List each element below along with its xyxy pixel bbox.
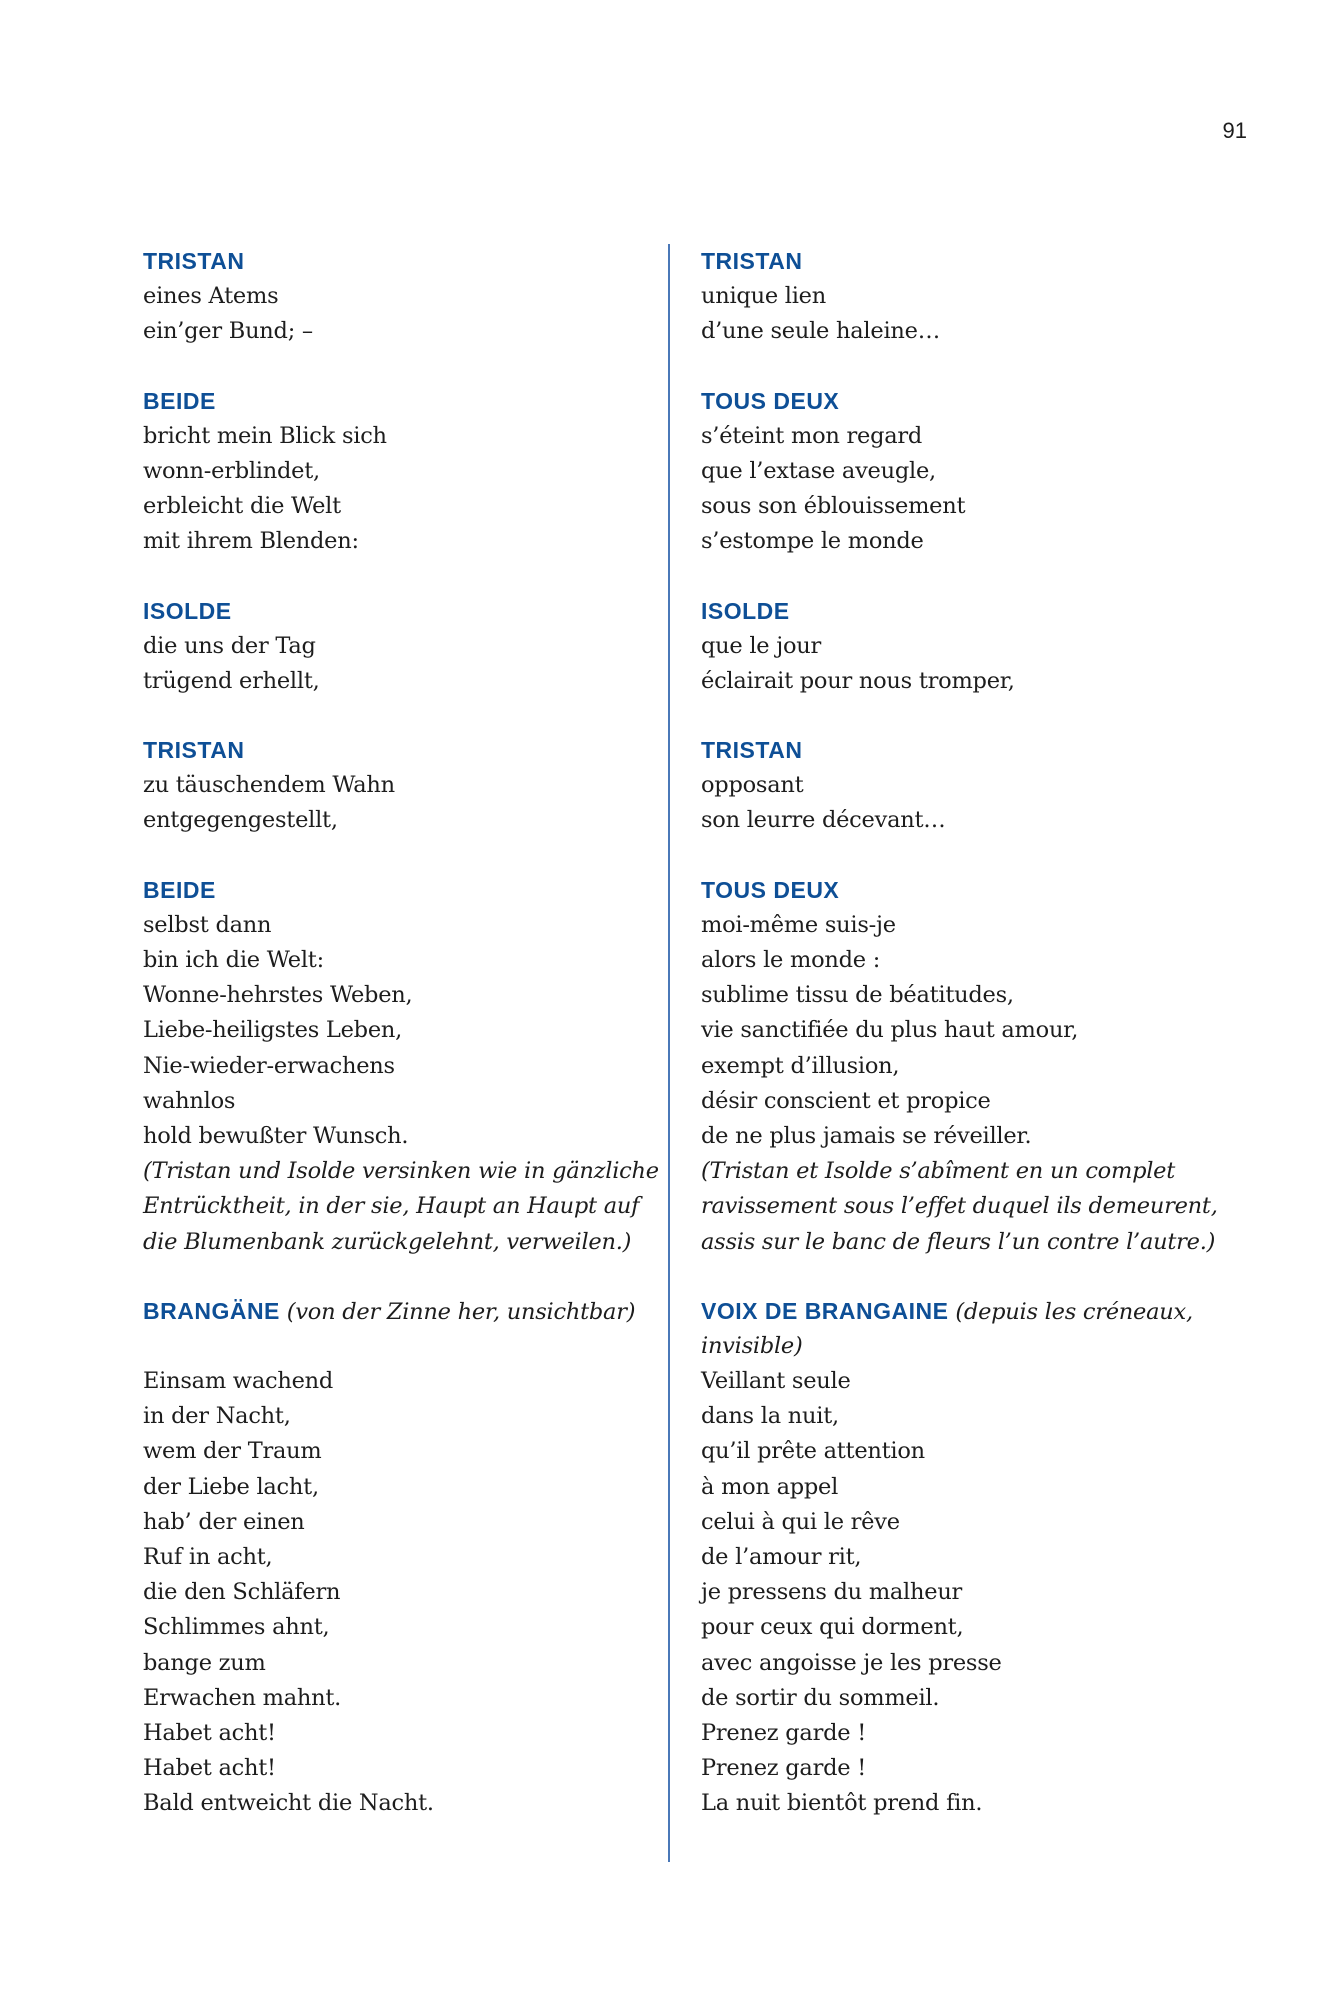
verse-line: que le jour	[701, 632, 822, 659]
speaker-name: TOUS DEUX	[701, 387, 840, 414]
verse-line: selbst dann	[143, 911, 272, 938]
verse-line: Prenez garde !	[701, 1755, 867, 1782]
verse-line: die den Schläfern	[143, 1579, 341, 1606]
speaker-line	[701, 594, 1261, 629]
speaker-name: ISOLDE	[143, 597, 232, 624]
verse-line: Prenez garde !	[701, 1719, 867, 1746]
stage-direction: (depuis les créneaux,	[955, 1298, 1193, 1325]
verse-line: La nuit bientôt prend fin.	[701, 1790, 983, 1817]
stage-direction: Entrücktheit, in der sie, Haupt an Haupt auf	[143, 1193, 640, 1220]
speech-block	[143, 594, 663, 700]
speaker-line	[701, 873, 1261, 908]
verse-line: wem der Traum	[143, 1438, 322, 1465]
stage-direction: die Blumenbank zurückgelehnt, verweilen.)	[143, 1228, 632, 1255]
speaker-name: TRISTAN	[701, 737, 803, 764]
verse-line: die uns der Tag	[143, 632, 316, 659]
verse-line: trügend erhellt,	[143, 667, 320, 694]
speaker-name: ISOLDE	[701, 597, 790, 624]
speech-block	[701, 384, 1261, 560]
speaker-line	[143, 384, 663, 419]
speaker-name: TRISTAN	[143, 737, 245, 764]
verse-line: désir conscient et propice	[701, 1087, 991, 1114]
verse-line: Schlimmes ahnt,	[143, 1614, 330, 1641]
speech-block	[143, 1294, 663, 1822]
verse-line: moi-même suis-je	[701, 911, 896, 938]
verse-line: wonn-erblindet,	[143, 457, 320, 484]
speech-block	[143, 384, 663, 560]
stage-direction: invisible)	[701, 1332, 803, 1359]
verse-line: pour ceux qui dorment,	[701, 1614, 964, 1641]
speech-block	[143, 244, 663, 350]
speech-block	[701, 733, 1261, 839]
verse-line: opposant	[701, 772, 804, 799]
verse-line: de ne plus jamais se réveiller.	[701, 1122, 1032, 1149]
verse-line: vie sanctifiée du plus haut amour,	[701, 1017, 1079, 1044]
verse-line: unique lien	[701, 283, 826, 310]
speaker-line	[143, 244, 663, 279]
verse-line: der Liebe lacht,	[143, 1473, 319, 1500]
verse-line: à mon appel	[701, 1473, 839, 1500]
page-number: 91	[1222, 118, 1247, 143]
verse-line: s’éteint mon regard	[701, 422, 923, 449]
verse-line: exempt d’illusion,	[701, 1052, 900, 1079]
verse-line: hab’ der einen	[143, 1508, 305, 1535]
speaker-name: VOIX DE BRANGAINE	[701, 1297, 949, 1324]
verse-line: wahnlos	[143, 1087, 236, 1114]
blank-line	[143, 1329, 663, 1364]
verse-line: Einsam wachend	[143, 1368, 334, 1395]
speaker-name: TRISTAN	[701, 248, 803, 274]
verse-line: de l’amour rit,	[701, 1544, 862, 1570]
verse-line: Nie-wieder-erwachens	[143, 1052, 395, 1079]
speech-block	[701, 1294, 1261, 1822]
verse-line: in der Nacht,	[143, 1403, 291, 1430]
verse-line: Erwachen mahnt.	[143, 1684, 342, 1711]
verse-line: Habet acht!	[143, 1755, 276, 1782]
verse-line: entgegengestellt,	[143, 807, 338, 834]
verse-line: je pressens du malheur	[701, 1579, 963, 1606]
stage-direction: (Tristan et Isolde s’abîment en un complet	[701, 1158, 1176, 1185]
verse-line: bange zum	[143, 1649, 266, 1676]
speaker-line	[701, 733, 1261, 768]
verse-line: d’une seule haleine…	[701, 318, 940, 345]
verse-line: bin ich die Welt:	[143, 947, 324, 973]
speaker-line	[143, 733, 663, 768]
stage-direction: (Tristan und Isolde versinken wie in gänzliche	[143, 1158, 659, 1185]
verse-line: alors le monde :	[701, 947, 881, 973]
speaker-name: BEIDE	[143, 876, 216, 903]
verse-line: Wonne-hehrstes Weben,	[143, 982, 413, 1009]
verse-line: éclairait pour nous tromper,	[701, 667, 1015, 694]
speaker-line	[143, 1294, 663, 1329]
verse-line: de sortir du sommeil.	[701, 1684, 940, 1711]
verse-line: qu’il prête attention	[701, 1438, 925, 1465]
verse-line: Ruf in acht,	[143, 1544, 273, 1570]
verse-line: bricht mein Blick sich	[143, 422, 387, 449]
verse-line: son leurre décevant…	[701, 807, 946, 834]
german-text-column	[143, 244, 663, 1822]
verse-line: ein’ger Bund; –	[143, 318, 313, 345]
speaker-name: TRISTAN	[143, 248, 245, 274]
speaker-name: TOUS DEUX	[701, 876, 840, 903]
verse-line: Liebe-heiligstes Leben,	[143, 1017, 403, 1044]
verse-line: dans la nuit,	[701, 1403, 839, 1430]
verse-line: mit ihrem Blenden:	[143, 528, 359, 555]
french-text-column	[701, 244, 1261, 1822]
verse-line: s’estompe le monde	[701, 528, 924, 555]
speech-block	[143, 733, 663, 839]
stage-direction: (von der Zinne her, unsichtbar)	[286, 1298, 636, 1325]
column-divider	[668, 244, 670, 1862]
verse-line: Bald entweicht die Nacht.	[143, 1790, 434, 1817]
verse-line: sous son éblouissement	[701, 493, 966, 520]
verse-line: que l’extase aveugle,	[701, 457, 936, 484]
speaker-line	[143, 873, 663, 908]
verse-line: Habet acht!	[143, 1719, 276, 1746]
verse-line: Veillant seule	[701, 1368, 851, 1395]
speaker-line	[701, 244, 1261, 279]
stage-direction: assis sur le banc de fleurs l’un contre l’autre.)	[701, 1228, 1216, 1255]
verse-line: hold bewußter Wunsch.	[143, 1122, 409, 1149]
speech-block	[701, 873, 1261, 1260]
verse-line: celui à qui le rêve	[701, 1508, 900, 1535]
verse-line: eines Atems	[143, 283, 279, 310]
speaker-name: BRANGÄNE	[143, 1297, 280, 1324]
speaker-line	[143, 594, 663, 629]
speech-block	[143, 873, 663, 1260]
verse-line: erbleicht die Welt	[143, 493, 341, 520]
speech-block	[701, 594, 1261, 700]
verse-line: zu täuschendem Wahn	[143, 772, 395, 799]
speaker-line	[701, 1294, 1261, 1329]
stage-direction: ravissement sous l’effet duquel ils demeurent,	[701, 1193, 1218, 1220]
speech-block	[701, 244, 1261, 350]
speaker-name: BEIDE	[143, 387, 216, 414]
verse-line: sublime tissu de béatitudes,	[701, 982, 1014, 1009]
speaker-line	[701, 384, 1261, 419]
verse-line: avec angoisse je les presse	[701, 1649, 1002, 1676]
